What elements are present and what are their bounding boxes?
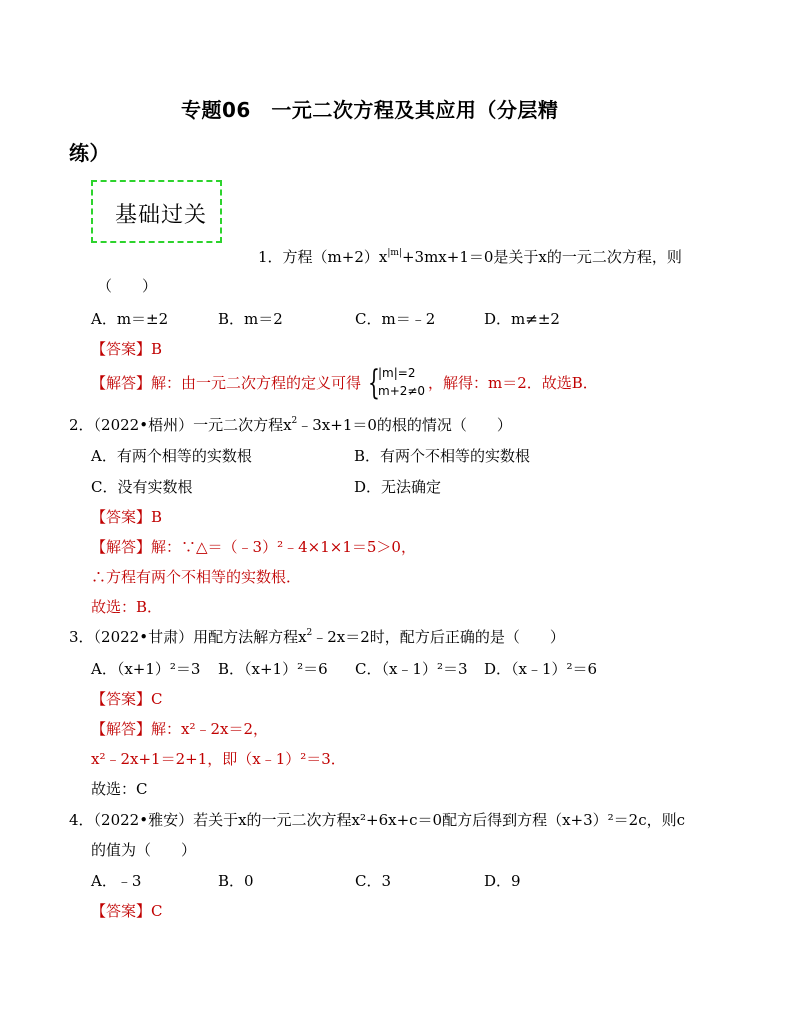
q3-stem (69, 627, 565, 647)
q4-answer (91, 901, 163, 921)
q1-system-line2: m+2≠0 (378, 384, 426, 398)
q4-option-c: C．3 (355, 872, 392, 890)
q2-solution-line2: ∴方程有两个不相等的实数根． (91, 568, 302, 586)
q3-option-c: C．（x﹣1）²＝3 (355, 660, 468, 678)
q3-solution-line1: 解：x²﹣2x＝2， (151, 720, 269, 738)
q3-option-b: B．（x+1）²＝6 (218, 660, 328, 678)
q2-solution-line3: 故选：B． (91, 598, 163, 616)
q1-solution (91, 373, 361, 393)
q1-solution-prefix: 解：由一元二次方程的定义可得 (151, 374, 362, 392)
q1-answer (91, 339, 162, 359)
q1-stem-part1: 1．方程（m+2）x (258, 248, 388, 266)
q3-stem-suffix: ﹣2x＝2时，配方后正确的是（ ） (312, 628, 565, 646)
q4-answer-label: 【答案】 (91, 902, 152, 920)
q3-answer (91, 689, 163, 709)
q3-stem-prefix: 3．（2022•甘肃）用配方法解方程x (69, 628, 307, 646)
q2-solution-label: 【解答】 (91, 538, 152, 556)
q2-answer-value: B (151, 508, 163, 526)
q1-stem-sup: |m| (387, 248, 402, 258)
q1-answer-value: B (151, 340, 163, 358)
q3-answer-label: 【答案】 (91, 690, 152, 708)
q1-option-a: A．m＝±2 (91, 310, 169, 328)
q3-solution-line3: 故选：C (91, 780, 148, 798)
q2-option-d: D．无法确定 (354, 478, 442, 496)
q4-option-a: A．﹣3 (91, 872, 142, 890)
q4-option-d: D．9 (484, 872, 521, 890)
q3-option-a: A．（x+1）²＝3 (91, 660, 201, 678)
section-badge-label: 基础过关 (115, 203, 208, 228)
q4-stem-line2: 的值为（ ） (91, 841, 197, 859)
q1-option-d: D．m≠±2 (484, 310, 560, 328)
q4-stem-line1: 4．（2022•雅安）若关于x的一元二次方程x²+6x+c＝0配方后得到方程（x+3）²＝2c，则c (69, 811, 686, 829)
q1-stem-part2: +3mx+1＝0是关于x的一元二次方程，则 (401, 248, 682, 266)
q3-solution-line2: x²﹣2x+1＝2+1，即（x﹣1）²＝3． (91, 750, 346, 768)
title-line2: 练） (69, 141, 110, 165)
q1-stem (258, 247, 682, 267)
q2-stem-prefix: 2．（2022•梧州）一元二次方程x (69, 416, 292, 434)
title-line1: 专题06 一元二次方程及其应用（分层精 (181, 98, 559, 122)
q3-answer-value: C (151, 690, 163, 708)
q1-stem-line2: （ ） (97, 277, 158, 295)
q1-option-c: C．m＝﹣2 (355, 310, 436, 328)
q2-option-c: C．没有实数根 (91, 478, 193, 496)
q1-system-line1: |m|=2 (378, 366, 416, 380)
q2-solution (91, 537, 416, 557)
q1-answer-label: 【答案】 (91, 340, 152, 358)
q4-answer-value: C (151, 902, 163, 920)
q3-solution-label: 【解答】 (91, 720, 152, 738)
q2-answer (91, 507, 162, 527)
q2-option-a: A．有两个相等的实数根 (91, 447, 252, 465)
q2-option-b: B．有两个不相等的实数根 (354, 447, 531, 465)
q3-solution (91, 719, 268, 739)
q2-solution-line1: 解：∵△＝（﹣3）²﹣4×1×1＝5＞0， (151, 538, 416, 556)
q2-stem-sup: 2 (291, 416, 298, 426)
q2-stem-suffix: ﹣3x+1＝0的根的情况（ ） (297, 416, 512, 434)
q1-system-brace: { (368, 363, 380, 403)
q3-option-d: D．（x﹣1）²＝6 (484, 660, 598, 678)
q1-solution-label: 【解答】 (91, 374, 152, 392)
q1-option-b: B．m＝2 (218, 310, 283, 328)
q4-option-b: B．0 (218, 872, 254, 890)
q3-stem-sup: 2 (306, 628, 313, 638)
q2-stem (69, 415, 512, 435)
q1-solution-suffix: ，解得：m＝2．故选B． (428, 374, 598, 392)
section-badge (91, 180, 222, 243)
q2-answer-label: 【答案】 (91, 508, 152, 526)
